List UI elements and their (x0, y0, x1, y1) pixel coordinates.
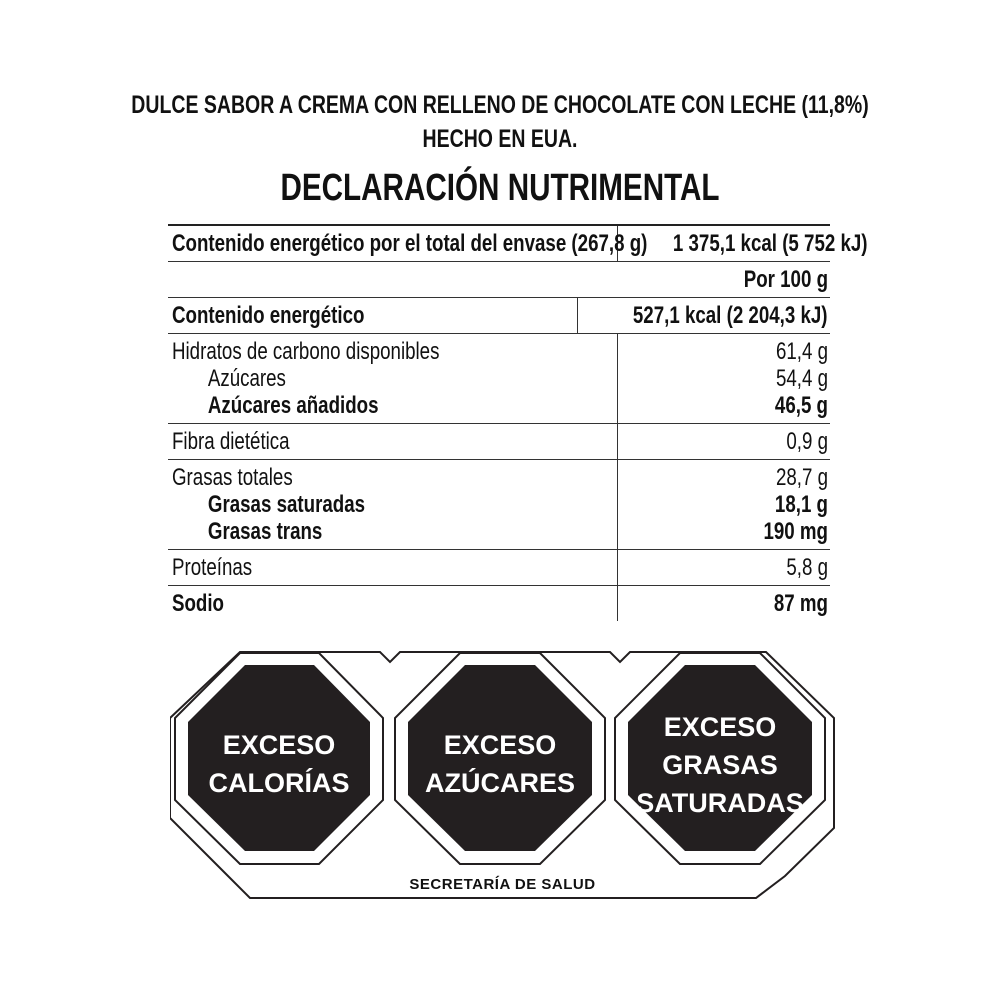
per-label: Por 100 g (743, 266, 828, 293)
table-row-per (168, 262, 830, 298)
sugars-label: Azúcares (207, 365, 286, 392)
sat-fat-label: Grasas saturadas (207, 491, 366, 518)
seal-calories-line2: CALORÍAS (208, 768, 350, 798)
page-title: DECLARACIÓN NUTRIMENTAL (280, 167, 720, 209)
trans-fat-value: 190 mg (763, 518, 828, 545)
seal-sugars-line1: EXCESO (443, 730, 557, 760)
sugars-value: 54,4 g (775, 365, 828, 392)
carbs-label: Hidratos de carbono disponibles (172, 338, 440, 365)
seal-fat-line3: SATURADAS (636, 788, 804, 818)
fiber-value: 0,9 g (786, 428, 828, 455)
table-row-total (168, 226, 868, 262)
table-row-protein (168, 550, 830, 586)
sodium-label: Sodio (172, 590, 224, 617)
secretaria-label: SECRETARÍA DE SALUD (409, 876, 596, 893)
energy-label: Contenido energético (172, 302, 365, 329)
carbs-value: 61,4 g (775, 338, 828, 365)
table-row-sodium (168, 586, 830, 621)
seal-calories-line1: EXCESO (222, 730, 336, 760)
seal-fat-line2: GRASAS (662, 750, 778, 780)
seal-calories-text (175, 726, 383, 802)
protein-label: Proteínas (172, 554, 253, 581)
trans-fat-label: Grasas trans (207, 518, 323, 545)
seal-fat-text (615, 708, 825, 822)
product-header (0, 88, 1000, 156)
table-row-energy (168, 298, 830, 334)
nutrition-table (168, 224, 868, 621)
title-wrap (0, 166, 1000, 210)
total-label: Contenido energético por el total del envase (267,8 g) (172, 230, 648, 257)
fiber-label: Fibra dietética (172, 428, 290, 455)
fat-label: Grasas totales (172, 464, 293, 491)
seal-sugars-line2: AZÚCARES (424, 768, 575, 798)
protein-value: 5,8 g (786, 554, 828, 581)
table-row-carbs (168, 334, 830, 424)
sat-fat-value: 18,1 g (774, 491, 828, 518)
total-value: 1 375,1 kcal (5 752 kJ) (672, 230, 868, 257)
added-sugars-label: Azúcares añadidos (207, 392, 379, 419)
added-sugars-value: 46,5 g (774, 392, 828, 419)
warning-seals (170, 650, 835, 900)
energy-value: 527,1 kcal (2 204,3 kJ) (633, 302, 828, 329)
sodium-value: 87 mg (773, 590, 828, 617)
seal-fat-line1: EXCESO (663, 712, 777, 742)
product-description: DULCE SABOR A CREMA CON RELLENO DE CHOCOLATE CON LECHE (11,8%) (131, 91, 869, 119)
table-row-fat (168, 460, 830, 550)
table-row-fiber (168, 424, 830, 460)
origin-text: HECHO EN EUA. (422, 125, 578, 153)
fat-value: 28,7 g (775, 464, 828, 491)
seal-sugars-text (395, 726, 605, 802)
